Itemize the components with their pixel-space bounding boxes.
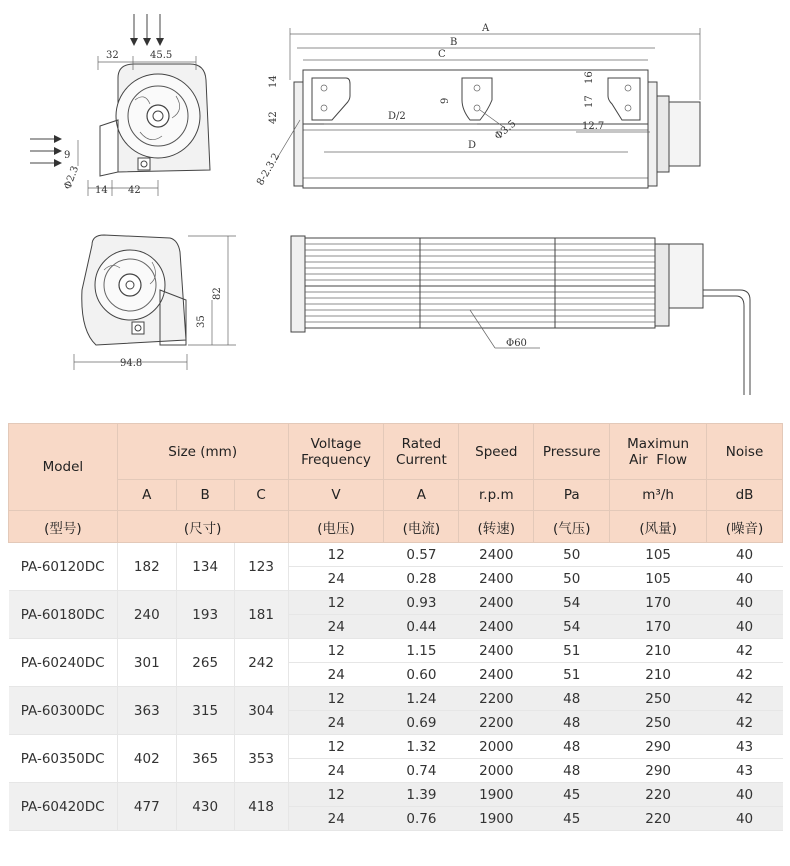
airflow-cell: 105 — [610, 567, 707, 591]
table-row — [9, 639, 783, 663]
header-size: Size (mm) — [117, 424, 288, 480]
dim-D: D — [468, 140, 477, 151]
end-view-top — [30, 14, 210, 196]
speed-cell: 2200 — [459, 711, 534, 735]
spec-table-body — [9, 543, 783, 831]
size-c-cell: 181 — [234, 591, 288, 639]
noise-cell: 42 — [707, 663, 783, 687]
airflow-cell: 210 — [610, 663, 707, 687]
dim-phi-60: Φ60 — [506, 338, 527, 349]
airflow-cell: 290 — [610, 759, 707, 783]
noise-cell: 42 — [707, 687, 783, 711]
noise-cell: 43 — [707, 759, 783, 783]
header-model: Model — [9, 424, 118, 511]
speed-cell: 2400 — [459, 567, 534, 591]
size-a-cell: 402 — [117, 735, 176, 783]
dim-phi-2-3: Φ2.3 — [62, 164, 82, 192]
pressure-cell: 51 — [534, 663, 610, 687]
speed-cell: 2000 — [459, 735, 534, 759]
pressure-cell: 45 — [534, 783, 610, 807]
dim-42: 42 — [128, 185, 141, 196]
speed-cell: 1900 — [459, 783, 534, 807]
pressure-cell: 50 — [534, 543, 610, 567]
speed-cell: 2400 — [459, 639, 534, 663]
unit-airflow: m³/h — [610, 480, 707, 511]
current-cell: 1.24 — [384, 687, 459, 711]
speed-cell: 2000 — [459, 759, 534, 783]
end-view-bottom — [74, 235, 236, 370]
unit-current: A — [384, 480, 459, 511]
airflow-cell: 210 — [610, 639, 707, 663]
technical-drawings — [0, 0, 790, 415]
size-b-cell: 193 — [176, 591, 234, 639]
size-c-cell: 304 — [234, 687, 288, 735]
header-current: Rated Current — [384, 424, 459, 480]
size-c-cell: 353 — [234, 735, 288, 783]
current-cell: 0.69 — [384, 711, 459, 735]
unit-speed: r.p.m — [459, 480, 534, 511]
speed-cell: 2400 — [459, 663, 534, 687]
dim-9-side: 9 — [440, 97, 451, 104]
current-cell: 1.32 — [384, 735, 459, 759]
header-airflow: Maximun Air Flow — [610, 424, 707, 480]
spec-table-header — [9, 424, 783, 543]
dim-B: B — [450, 37, 458, 48]
noise-cell: 40 — [707, 543, 783, 567]
table-row — [9, 735, 783, 759]
voltage-cell: 24 — [288, 807, 384, 831]
cn-speed: (转速) — [459, 511, 534, 543]
current-cell: 0.28 — [384, 567, 459, 591]
airflow-cell: 220 — [610, 807, 707, 831]
dim-16: 16 — [584, 71, 595, 84]
dim-9: 9 — [64, 150, 71, 161]
size-b-cell: 134 — [176, 543, 234, 591]
noise-cell: 42 — [707, 711, 783, 735]
model-cell: PA-60350DC — [9, 735, 118, 783]
voltage-cell: 24 — [288, 759, 384, 783]
pressure-cell: 45 — [534, 807, 610, 831]
size-a-cell: 477 — [117, 783, 176, 831]
speed-cell: 2400 — [459, 615, 534, 639]
voltage-cell: 12 — [288, 687, 384, 711]
current-cell: 0.74 — [384, 759, 459, 783]
unit-pressure: Pa — [534, 480, 610, 511]
spec-table — [8, 423, 783, 831]
cn-voltage: (电压) — [288, 511, 384, 543]
dim-12-7: 12.7 — [582, 121, 605, 132]
speed-cell: 1900 — [459, 807, 534, 831]
airflow-cell: 250 — [610, 711, 707, 735]
dim-A: A — [482, 23, 490, 34]
noise-cell: 40 — [707, 807, 783, 831]
current-cell: 0.44 — [384, 615, 459, 639]
current-cell: 0.76 — [384, 807, 459, 831]
airflow-cell: 290 — [610, 735, 707, 759]
airflow-cell: 220 — [610, 783, 707, 807]
size-a-cell: 182 — [117, 543, 176, 591]
voltage-cell: 12 — [288, 639, 384, 663]
cn-noise: (噪音) — [707, 511, 783, 543]
dim-14: 14 — [95, 185, 108, 196]
dim-17: 17 — [584, 95, 595, 108]
cn-pressure: (气压) — [534, 511, 610, 543]
airflow-arrows-left — [30, 135, 62, 167]
unit-C: C — [234, 480, 288, 511]
cn-current: (电流) — [384, 511, 459, 543]
size-b-cell: 365 — [176, 735, 234, 783]
model-cell: PA-60180DC — [9, 591, 118, 639]
noise-cell: 40 — [707, 567, 783, 591]
airflow-cell: 250 — [610, 687, 707, 711]
noise-cell: 40 — [707, 615, 783, 639]
drawings-svg — [0, 0, 790, 415]
current-cell: 1.15 — [384, 639, 459, 663]
current-cell: 0.57 — [384, 543, 459, 567]
unit-voltage: V — [288, 480, 384, 511]
dim-C: C — [438, 49, 446, 60]
pressure-cell: 54 — [534, 591, 610, 615]
model-cell: PA-60300DC — [9, 687, 118, 735]
dim-42-side: 42 — [268, 111, 279, 124]
dim-hole: Φ3.5 — [492, 118, 519, 143]
size-c-cell: 242 — [234, 639, 288, 687]
pressure-cell: 48 — [534, 687, 610, 711]
dim-32: 32 — [106, 50, 119, 61]
speed-cell: 2400 — [459, 543, 534, 567]
size-c-cell: 123 — [234, 543, 288, 591]
voltage-cell: 24 — [288, 615, 384, 639]
current-cell: 0.93 — [384, 591, 459, 615]
voltage-cell: 24 — [288, 567, 384, 591]
pressure-cell: 48 — [534, 735, 610, 759]
table-row — [9, 591, 783, 615]
model-cell: PA-60420DC — [9, 783, 118, 831]
voltage-cell: 12 — [288, 543, 384, 567]
cn-size: (尺寸) — [117, 511, 288, 543]
noise-cell: 42 — [707, 639, 783, 663]
size-a-cell: 363 — [117, 687, 176, 735]
dim-14-side: 14 — [268, 75, 279, 88]
dim-94-8: 94.8 — [120, 358, 143, 369]
cn-model: (型号) — [9, 511, 118, 543]
pressure-cell: 50 — [534, 567, 610, 591]
table-row — [9, 783, 783, 807]
voltage-cell: 24 — [288, 663, 384, 687]
pressure-cell: 51 — [534, 639, 610, 663]
size-c-cell: 418 — [234, 783, 288, 831]
noise-cell: 40 — [707, 783, 783, 807]
top-view — [255, 23, 700, 188]
airflow-cell: 170 — [610, 615, 707, 639]
noise-cell: 43 — [707, 735, 783, 759]
model-cell: PA-60240DC — [9, 639, 118, 687]
voltage-cell: 12 — [288, 783, 384, 807]
speed-cell: 2400 — [459, 591, 534, 615]
size-a-cell: 240 — [117, 591, 176, 639]
airflow-arrows-top — [130, 14, 164, 46]
header-speed: Speed — [459, 424, 534, 480]
model-cell: PA-60120DC — [9, 543, 118, 591]
side-view — [291, 236, 750, 395]
voltage-cell: 12 — [288, 735, 384, 759]
dim-35: 35 — [196, 315, 207, 328]
size-b-cell: 265 — [176, 639, 234, 687]
cn-airflow: (风量) — [610, 511, 707, 543]
voltage-cell: 24 — [288, 711, 384, 735]
unit-B: B — [176, 480, 234, 511]
dim-45-5: 45.5 — [150, 50, 173, 61]
header-pressure: Pressure — [534, 424, 610, 480]
current-cell: 0.60 — [384, 663, 459, 687]
dim-D-half: D/2 — [388, 111, 406, 122]
size-a-cell: 301 — [117, 639, 176, 687]
airflow-cell: 105 — [610, 543, 707, 567]
pressure-cell: 54 — [534, 615, 610, 639]
speed-cell: 2200 — [459, 687, 534, 711]
unit-A: A — [117, 480, 176, 511]
table-row — [9, 543, 783, 567]
table-row — [9, 687, 783, 711]
current-cell: 1.39 — [384, 783, 459, 807]
airflow-cell: 170 — [610, 591, 707, 615]
voltage-cell: 12 — [288, 591, 384, 615]
pressure-cell: 48 — [534, 759, 610, 783]
pressure-cell: 48 — [534, 711, 610, 735]
dim-82: 82 — [212, 287, 223, 300]
noise-cell: 40 — [707, 591, 783, 615]
size-b-cell: 315 — [176, 687, 234, 735]
size-b-cell: 430 — [176, 783, 234, 831]
dim-slot: 8-2.3.2 — [255, 151, 283, 188]
unit-noise: dB — [707, 480, 783, 511]
header-noise: Noise — [707, 424, 783, 480]
header-voltage: Voltage Frequency — [288, 424, 384, 480]
